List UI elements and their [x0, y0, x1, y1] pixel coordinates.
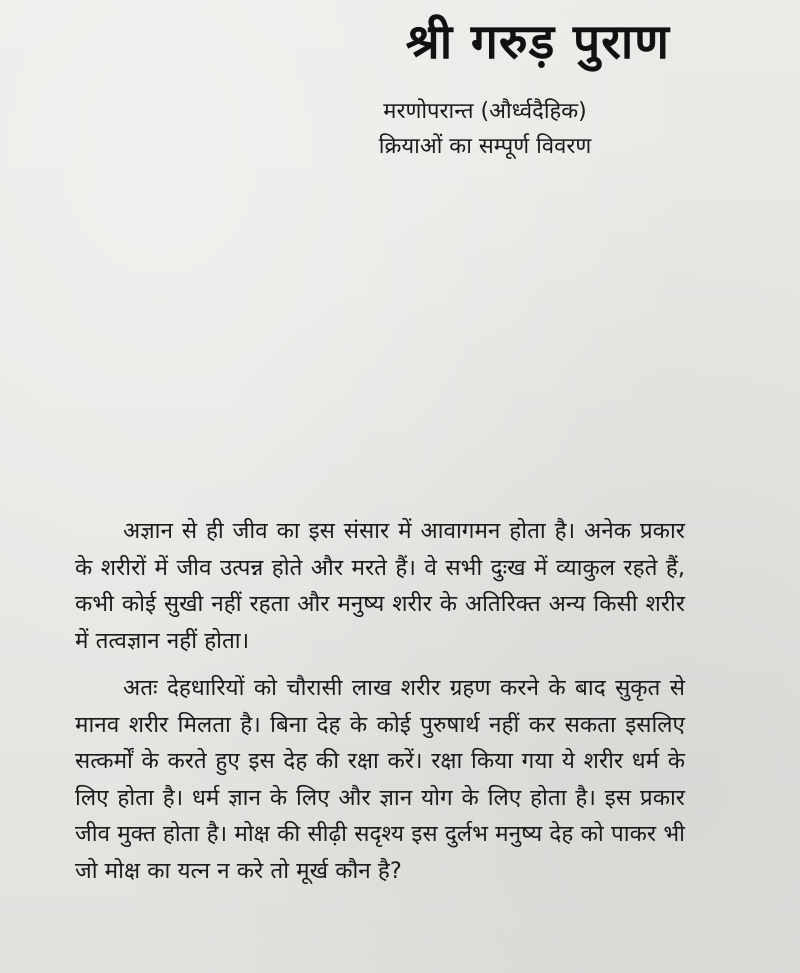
body-text: [75, 513, 685, 889]
paragraph-2: अतः देहधारियों को चौरासी लाख शरीर ग्रहण करने के बाद सुकृत से मानव शरीर मिलता है। बिना देह के कोई पुरुषार्थ नहीं कर सकता इसलिए सत्कर्मों के करते हुए इस देह की रक्षा करें। रक्षा किया गया ये शरीर धर्म के लिए होता है। धर्म ज्ञान के लिए और ज्ञान योग के लिए होता है। इस प्रकार जीव मुक्त होता है। मोक्ष की सीढ़ी सदृश्य इस दुर्लभ मनुष्य देह को पाकर भी जो मोक्ष का यत्न न करे तो मूर्ख कौन है?: [75, 675, 685, 884]
subtitle-line-1: मरणोपरान्त (और्ध्वदैहिक): [383, 99, 587, 124]
subtitle-line-2: क्रियाओं का सम्पूर्ण विवरण: [378, 134, 592, 159]
page-title: श्री गरुड़ पुराण: [405, 14, 670, 70]
paragraph-1: अज्ञान से ही जीव का इस संसार में आवागमन होता है। अनेक प्रकार के शरीरों में जीव उत्पन्न होते और मरते हैं। वे सभी दुःख में व्याकुल रहते हैं, कभी कोई सुखी नहीं रहता और मनुष्य शरीर के अतिरिक्त अन्य किसी शरीर में तत्वज्ञान नहीं होता।: [75, 518, 686, 654]
